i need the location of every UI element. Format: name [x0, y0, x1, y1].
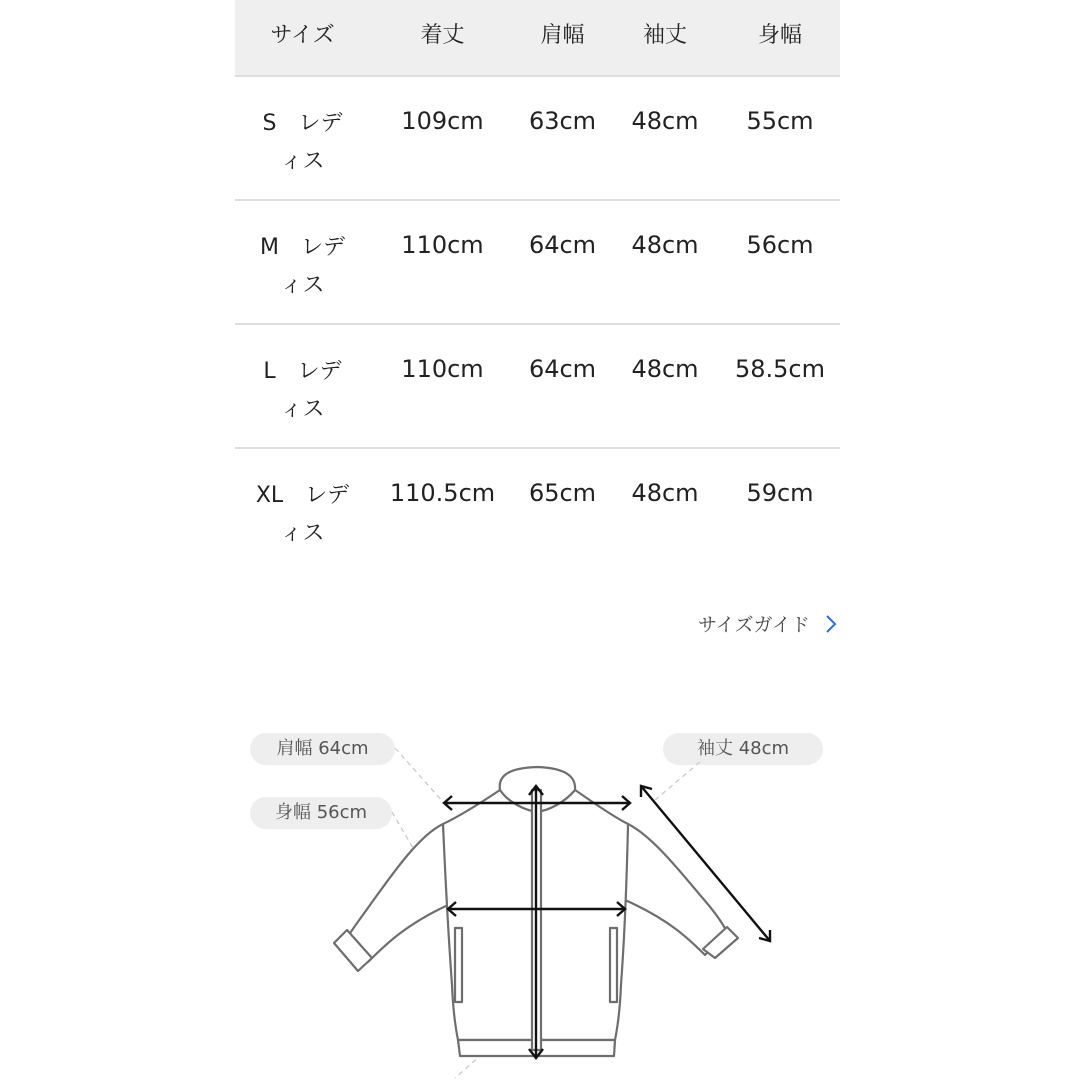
size-name-line1: XL レデ	[255, 483, 350, 508]
size-name-line1: S レデ	[262, 111, 343, 136]
size-name-line2: ィス	[280, 149, 325, 174]
shoulder-cell: 63cm	[515, 76, 610, 200]
width-cell: 59cm	[746, 479, 814, 507]
header-sleeve: 袖丈	[610, 0, 720, 76]
length-cell: 110.5cm	[389, 479, 496, 507]
size-name-line2: ィス	[280, 521, 325, 546]
size-name-line2: ィス	[280, 397, 325, 422]
header-shoulder: 肩幅	[515, 0, 610, 76]
length-cell: 110cm	[370, 324, 515, 448]
header-length: 着丈	[370, 0, 515, 76]
size-name-line1: M レデ	[260, 235, 345, 260]
width-measure-label: 身幅 56cm	[250, 797, 392, 829]
shoulder-measure-label: 肩幅 64cm	[250, 733, 395, 765]
sleeve-measure-label: 袖丈 48cm	[663, 733, 823, 765]
sleeve-cell: 48cm	[610, 200, 720, 324]
shoulder-cell: 64cm	[515, 324, 610, 448]
size-name-line2: ィス	[280, 273, 325, 298]
width-cell: 55cm	[720, 76, 840, 200]
header-width: 身幅	[720, 0, 840, 76]
size-guide-label: サイズガイド	[698, 614, 810, 636]
length-cell: 109cm	[370, 76, 515, 200]
size-name-line1: L レデ	[263, 359, 342, 384]
shoulder-cell: 65cm	[528, 479, 597, 507]
sleeve-cell: 48cm	[610, 324, 720, 448]
length-cell: 110cm	[370, 200, 515, 324]
header-size: サイズ	[235, 0, 370, 76]
width-cell: 56cm	[720, 200, 840, 324]
shoulder-cell: 64cm	[515, 200, 610, 324]
width-cell: 58.5cm	[720, 324, 840, 448]
sleeve-cell: 48cm	[610, 76, 720, 200]
sleeve-cell: 48cm	[631, 479, 699, 507]
